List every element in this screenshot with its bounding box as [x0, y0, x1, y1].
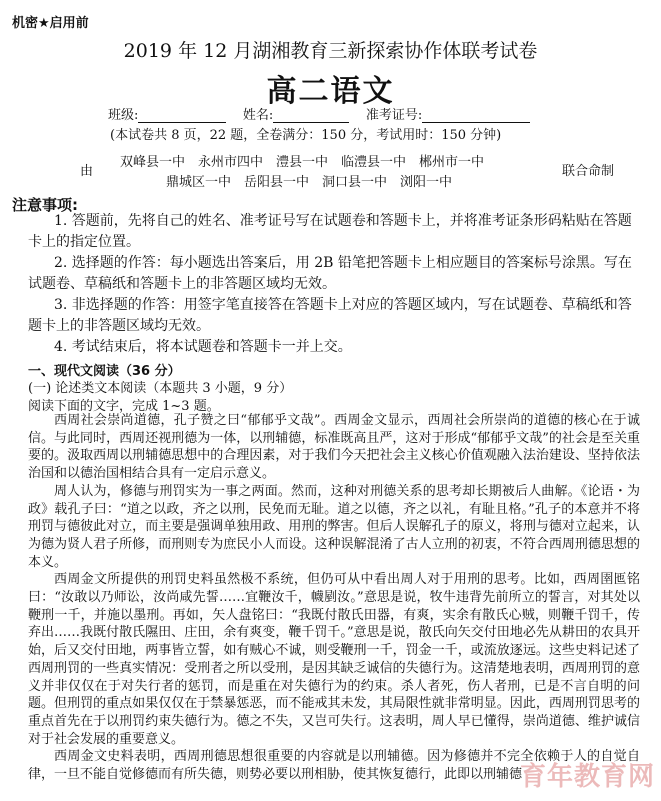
subsection-title: (一) 论述类文本阅读（本题共 3 小题，9 分） — [28, 381, 293, 396]
exam-title: 2019 年 12 月湖湘教育三新探索协作体联考试卷 — [123, 40, 538, 62]
name-blank — [273, 108, 349, 123]
notice-item: 1. 答题前，先将自己的姓名、准考证号写在试题卷和答题卡上，并将准考证条形码粘贴在答题卡上的指定位置。 — [28, 213, 632, 250]
ticket-label: 准考证号: — [365, 108, 423, 123]
notice-list — [28, 211, 640, 358]
passage-paragraph: 西周金文史料表明，西周刑德思想很重要的内容就是以刑辅德。因为修德并不完全依赖于人的自觉自律，一旦不能自觉修德而有所失德，则势必要以刑相胁，使其恢复德行，此即以刑辅德 — [28, 749, 640, 783]
schools-prefix: 由 — [80, 164, 94, 179]
class-label: 班级: — [108, 108, 139, 123]
exam-info: (本试卷共 8 页，22 题，全卷满分：150 分，考试用时：150 分钟) — [110, 128, 502, 143]
subject-title: 高二语文 — [266, 74, 395, 109]
notice-item: 3. 非选择题的作答：用签字笔直接答在答题卡上对应的答题区域内，写在试题卷、草稿纸和答题卡上的非答题区域均无效。 — [28, 297, 632, 334]
passage-paragraph: 周人认为，修德与刑罚实为一事之两面。然而，这种对刑德关系的思考却长期被后人曲解。《论语・为政》载孔子曰：“道之以政，齐之以刑，民免而无耻。道之以德，齐之以礼，有耻且格。”孔子的本意并不将刑罚与德彼此对立，而主要是强调单独用政、用刑的弊害。但后人误解孔子的原义，将刑与德对立起来，认为德为贤人君子所修，而刑则专为庶民小人而设。这种误解混淆了古人立刑的初衷，不符合西周刑德思想的本义。 — [28, 483, 640, 570]
reading-instruction: 阅读下面的文字，完成 1~3 题。 — [28, 399, 220, 414]
student-fields — [108, 104, 530, 123]
school-row-2: 鼎城区一中 岳阳县一中 洞口县一中 浏阳一中 — [166, 175, 453, 190]
class-blank — [138, 108, 226, 123]
section-title: 一、现代文阅读（36 分） — [28, 364, 181, 379]
ticket-blank — [422, 108, 530, 123]
school-list — [120, 153, 484, 193]
secret-label: 机密★启用前 — [12, 16, 89, 31]
notice-item: 2. 选择题的作答：每小题选出答案后，用 2B 铅笔把答题卡上相应题目的答案标号涂黑。写在试题卷、草稿纸和答题卡上的非答题区域均无效。 — [28, 255, 632, 292]
passage-paragraph: 西周社会崇尚道德，孔子赞之曰“郁郁乎文哉”。西周金文显示，西周社会所崇尚的道德的核心在于诚信。与此同时，西周还视刑德为一体，以刑辅德，标准既高且严，这对于形成“郁郁乎文哉”的社会是至关重要的。汲取西周以刑辅德思想中的合理因素，对于我们今天把社会主义核心价值观融入法治建设、坚持依法治国和以德治国相结合具有一定启示意义。 — [28, 413, 640, 482]
reading-passage — [28, 412, 640, 784]
schools-suffix: 联合命制 — [562, 164, 615, 179]
passage-paragraph: 西周金文所提供的刑罚史料虽然极不系统，但仍可从中看出周人对于用刑的思考。比如，西周圉匜铭曰：“汝敢以乃师讼，汝尚咸先誓……宜鞭汝千，幭剭汝。”意思是说，牧牛违背先前所立的誓言，对其处以鞭刑一千，并施以墨刑。再如，矢人盘铭曰：“我既付散氏田器，有爽，实余有散氏心贼，则鞭千罚千，传弃出……我既付散氏隰田、庄田，余有爽变，鞭千罚千。”意思是说，散氏向矢交付田地必先从耕田的农具开始，后又交付田地，两事皆立誓，如有贼心不诚，则受鞭刑一千，罚金一千，或流放逐远。这些史料记述了西周刑罚的一些真实情况：受刑者之所以受刑，是因其缺乏诚信的失德行为。这清楚地表明，西周刑罚的意义并非仅仅在于对失行者的惩罚，而是重在对失德行为的约束。杀人者死，伤人者刑，已是不言自明的问题。但刑罚的重点如果仅仅在于禁暴惩恶，而不能戒其未发，其局限性就非常明显。因此，西周刑罚思考的重点首先在于以刑罚约束失德行为。德之不失，又岂可失行。这表明，周人早已懂得，崇尚道德、维护诚信对于社会发展的重要意义。 — [28, 572, 640, 747]
watermark-logo: 育年教育网 — [519, 762, 655, 792]
name-label: 姓名: — [242, 108, 274, 123]
school-row-1: 双峰县一中 永州市四中 澧县一中 临澧县一中 郴州市一中 — [120, 155, 485, 170]
notice-item: 4. 考试结束后，将本试题卷和答题卡一并上交。 — [54, 339, 352, 355]
notice-title: 注意事项: — [12, 196, 78, 214]
